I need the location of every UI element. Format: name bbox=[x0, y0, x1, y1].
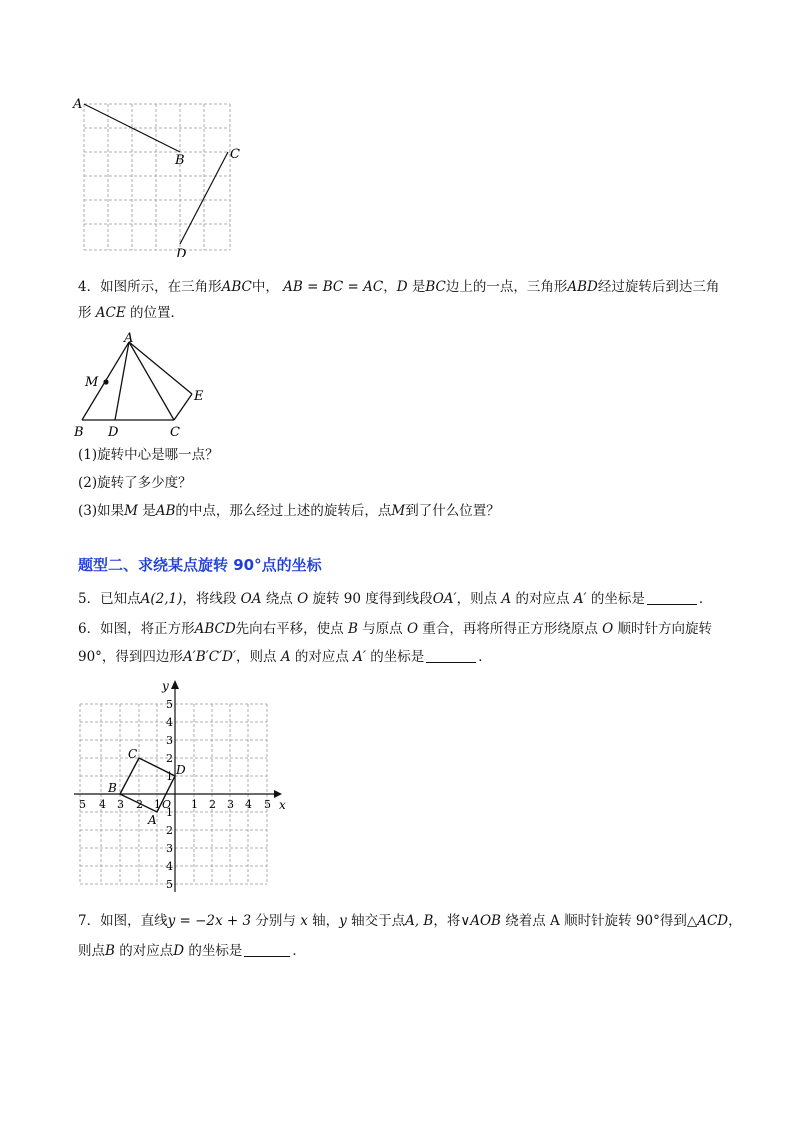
q6-a: 6．如图，将正方形 bbox=[78, 621, 195, 637]
q6-o2: O bbox=[602, 621, 614, 637]
section-title: 题型二、求绕某点旋转 90°点的坐标 bbox=[78, 556, 322, 574]
y-tick: 2 bbox=[166, 752, 173, 765]
q4-line2 bbox=[78, 302, 728, 324]
q6-e: 顺时针方向旋转 bbox=[617, 621, 713, 637]
q6-line2 bbox=[78, 646, 728, 668]
q4-rot: 经过旋转后到达三角 bbox=[597, 279, 720, 295]
q7-f: 绕着点 A 顺时针旋转 90°得到 bbox=[505, 913, 687, 929]
y-tick: 4 bbox=[166, 716, 173, 729]
q4-edge: 边上的一点，三角形 bbox=[445, 279, 568, 295]
answer-blank[interactable] bbox=[426, 648, 476, 663]
q4-bc: BC bbox=[425, 279, 446, 295]
q5-g: 的坐标是 bbox=[590, 591, 645, 607]
y-tick: 1 bbox=[166, 770, 173, 783]
x-tick: 1 bbox=[154, 798, 161, 811]
label-e: E bbox=[194, 389, 204, 404]
y-tick: 1 bbox=[166, 806, 173, 819]
q6-line1 bbox=[78, 618, 728, 640]
y-tick: 3 bbox=[166, 734, 173, 747]
q4-shape: 形 bbox=[78, 305, 92, 321]
q5-o: O bbox=[297, 591, 309, 607]
q6-square: ABCD bbox=[194, 621, 236, 637]
q5-oa2: OA′ bbox=[432, 591, 457, 607]
q5-c: 绕点 bbox=[265, 591, 293, 607]
label-d: D bbox=[176, 763, 186, 777]
q7-c: 轴， bbox=[312, 913, 340, 929]
label-b: B bbox=[108, 781, 117, 795]
q5-a: 5．已知点 bbox=[78, 591, 141, 607]
label-c: C bbox=[230, 147, 240, 162]
q7-l2e: 的坐标是 bbox=[188, 943, 243, 959]
q4-intro: 4．如图所示，在三角形 bbox=[78, 279, 222, 295]
figure-grid-segments bbox=[70, 92, 260, 257]
q5-b: ，将线段 bbox=[182, 591, 237, 607]
q4-sub3 bbox=[78, 500, 728, 522]
y-tick: 2 bbox=[166, 824, 173, 837]
q4-point-d: D bbox=[396, 279, 408, 295]
point-m bbox=[103, 379, 108, 384]
q7-ab: A, B bbox=[405, 913, 434, 929]
x-tick: 2 bbox=[136, 798, 143, 811]
q6-l2d: 的对应点 bbox=[294, 649, 349, 665]
q6-l2e: A′ bbox=[353, 649, 366, 665]
q4-equation: AB = BC = AC bbox=[283, 279, 384, 295]
q4-is: 是 bbox=[411, 279, 426, 295]
x-tick: 3 bbox=[117, 798, 124, 811]
q7-e: ，将 bbox=[433, 913, 461, 929]
q5-end: ． bbox=[698, 591, 713, 607]
q4-sub3-b: 是 bbox=[142, 503, 156, 519]
q7-equation: y = −2x + 3 bbox=[167, 913, 252, 929]
q4-ace: ACE bbox=[95, 305, 126, 321]
q7-a: 7．如图，直线 bbox=[78, 913, 168, 929]
q7-line1 bbox=[78, 910, 742, 932]
q7-y: y bbox=[339, 913, 347, 929]
edge-ac bbox=[129, 342, 174, 420]
q7-triangle2: △ACD bbox=[686, 913, 729, 929]
figure-coordinate-grid bbox=[70, 674, 300, 896]
x-tick: 1 bbox=[191, 798, 198, 811]
label-m: M bbox=[85, 375, 99, 390]
y-tick: 5 bbox=[166, 698, 173, 711]
x-axis-arrow bbox=[274, 790, 282, 798]
y-label: y bbox=[162, 679, 169, 693]
label-b: B bbox=[175, 153, 185, 168]
q6-b-point: B bbox=[347, 621, 358, 637]
q4-sep: ， bbox=[383, 279, 397, 295]
q7-end: ． bbox=[292, 943, 306, 959]
q4-text: 中， bbox=[251, 279, 279, 295]
answer-blank[interactable] bbox=[647, 590, 697, 605]
q4-sub3-a: (3)如果 bbox=[78, 503, 125, 519]
q7-l2d: D bbox=[173, 943, 185, 959]
q7-d: 轴交于点 bbox=[351, 913, 406, 929]
q5-f: 的对应点 bbox=[515, 591, 570, 607]
q4-sub3-ab: AB bbox=[155, 503, 176, 519]
q6-end: ． bbox=[478, 649, 492, 665]
q5-e: ，则点 bbox=[456, 591, 498, 607]
x-tick: 3 bbox=[227, 798, 234, 811]
x-tick: 5 bbox=[264, 798, 271, 811]
q7-x: x bbox=[300, 913, 308, 929]
q5-d: 旋转 90 度得到线段 bbox=[312, 591, 433, 607]
edge-ae bbox=[129, 342, 192, 394]
q4-sub2: (2)旋转了多少度？ bbox=[78, 475, 192, 491]
origin-label: O bbox=[162, 798, 172, 811]
q7-l2b: B bbox=[105, 943, 115, 959]
x-tick: 2 bbox=[209, 798, 216, 811]
q4-abd: ABD bbox=[567, 279, 598, 295]
q5-line bbox=[78, 588, 728, 610]
q4-triangle-abc: ABC bbox=[221, 279, 252, 295]
label-a: A bbox=[124, 331, 134, 346]
q6-l2a: 90°，得到四边形 bbox=[78, 649, 183, 665]
q7-line2 bbox=[78, 940, 728, 962]
figure-triangle bbox=[70, 328, 220, 440]
q4-sub3-d: 到了什么位置？ bbox=[405, 503, 500, 519]
x-label: x bbox=[279, 798, 286, 812]
q4-sub3-m2: M bbox=[391, 503, 406, 519]
q6-quad: A′B′C′D′ bbox=[182, 649, 237, 665]
q5-oa: OA bbox=[240, 591, 262, 607]
q6-l2b: ，则点 bbox=[236, 649, 277, 665]
label-b: B bbox=[74, 425, 84, 440]
grid-lines bbox=[84, 104, 230, 250]
q4-sub1: (1)旋转中心是哪一点？ bbox=[78, 447, 219, 463]
y-tick: 5 bbox=[166, 878, 173, 891]
label-a: A bbox=[148, 813, 157, 827]
q4-position: 的位置． bbox=[130, 305, 185, 321]
q6-c: 与原点 bbox=[362, 621, 403, 637]
q7-triangle: ∨AOB bbox=[460, 913, 501, 929]
q7-l2a: 则点 bbox=[78, 943, 105, 959]
y-tick: 3 bbox=[166, 842, 173, 855]
q7-b: 分别与 bbox=[255, 913, 296, 929]
q6-l2f: 的坐标是 bbox=[370, 649, 425, 665]
x-tick: 4 bbox=[99, 798, 106, 811]
q7-l2c: 的对应点 bbox=[119, 943, 174, 959]
edge-ec bbox=[174, 394, 192, 420]
label-d: D bbox=[108, 425, 119, 440]
q5-point: A(2,1) bbox=[140, 591, 183, 607]
q6-d: 重合，再将所得正方形绕原点 bbox=[422, 621, 598, 637]
label-d: D bbox=[176, 247, 187, 257]
label-a: A bbox=[73, 97, 83, 112]
q4-sub3-m: M bbox=[124, 503, 138, 519]
y-axis-arrow bbox=[171, 680, 179, 689]
q5-a2: A bbox=[501, 591, 512, 607]
answer-blank[interactable] bbox=[244, 942, 290, 957]
x-tick: 5 bbox=[79, 798, 86, 811]
label-c: C bbox=[170, 425, 180, 440]
q6-b: 先向右平移，使点 bbox=[235, 621, 344, 637]
q6-l2c: A bbox=[280, 649, 291, 665]
q6-o: O bbox=[406, 621, 419, 637]
x-tick: 4 bbox=[245, 798, 252, 811]
q4-sub3-c: 的中点，那么经过上述的旋转后，点 bbox=[175, 503, 392, 519]
y-tick: 4 bbox=[166, 860, 173, 873]
q4-line1 bbox=[78, 276, 728, 298]
q5-a3: A′ bbox=[573, 591, 587, 607]
q7-g: ， bbox=[728, 913, 742, 929]
label-c: C bbox=[128, 747, 138, 761]
